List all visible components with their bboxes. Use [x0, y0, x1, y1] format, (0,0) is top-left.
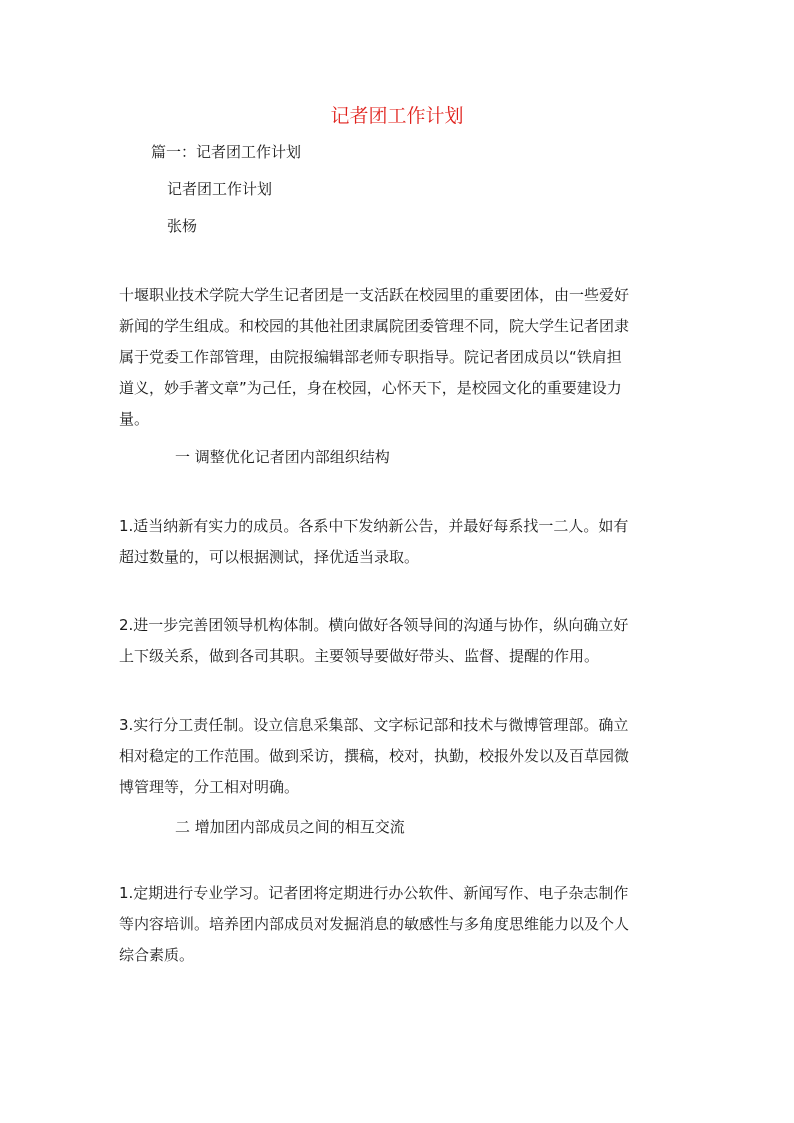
- intro-paragraph: [119, 280, 667, 435]
- paragraph-line: 等内容培训。培养团内部成员对发掘消息的敏感性与多角度思维能力以及个人: [119, 915, 630, 933]
- author-name: 张杨: [167, 217, 198, 235]
- paragraph-line: 超过数量的，可以根据测试，择优适当录取。: [119, 548, 420, 566]
- subtitle-plan: 记者团工作计划: [167, 180, 273, 198]
- paragraph-line: 上下级关系，做到各司其职。主要领导要做好带头、监督、提醒的作用。: [119, 647, 600, 665]
- document-title: 记者团工作计划: [330, 105, 464, 127]
- paragraph-line: 3.实行分工责任制。设立信息采集部、文字标记部和技术与微博管理部。确立: [119, 716, 629, 734]
- item-1-1: [119, 511, 667, 573]
- paragraph-line: 属于党委工作部管理，由院报编辑部老师专职指导。院记者团成员以“铁肩担: [119, 348, 622, 366]
- paragraph-line: 2.进一步完善团领导机构体制。横向做好各领导间的沟通与协作，纵向确立好: [119, 616, 629, 634]
- paragraph-line: 1.适当纳新有实力的成员。各系中下发纳新公告，并最好每系找一二人。如有: [119, 517, 629, 535]
- subtitle-chapter: 篇一：记者团工作计划: [151, 143, 302, 161]
- section-heading-1: 一 调整优化记者团内部组织结构: [175, 448, 390, 466]
- paragraph-line: 博管理等，分工相对明确。: [119, 778, 300, 796]
- paragraph-line: 新闻的学生组成。和校园的其他社团隶属院团委管理不同，院大学生记者团隶: [119, 317, 630, 335]
- paragraph-line: 量。: [119, 410, 150, 428]
- paragraph-line: 综合素质。: [119, 946, 195, 964]
- paragraph-line: 相对稳定的工作范围。做到采访，撰稿，校对，执勤，校报外发以及百草园微: [119, 747, 630, 765]
- item-2-1: [119, 878, 667, 971]
- item-1-3: [119, 710, 667, 803]
- section-heading-2: 二 增加团内部成员之间的相互交流: [175, 818, 405, 836]
- item-1-2: [119, 610, 667, 672]
- paragraph-line: 十堰职业技术学院大学生记者团是一支活跃在校园里的重要团体，由一些爱好: [119, 286, 630, 304]
- paragraph-line: 道义，妙手著文章”为己任，身在校园，心怀天下，是校园文化的重要建设力: [119, 379, 622, 397]
- paragraph-line: 1.定期进行专业学习。记者团将定期进行办公软件、新闻写作、电子杂志制作: [119, 884, 629, 902]
